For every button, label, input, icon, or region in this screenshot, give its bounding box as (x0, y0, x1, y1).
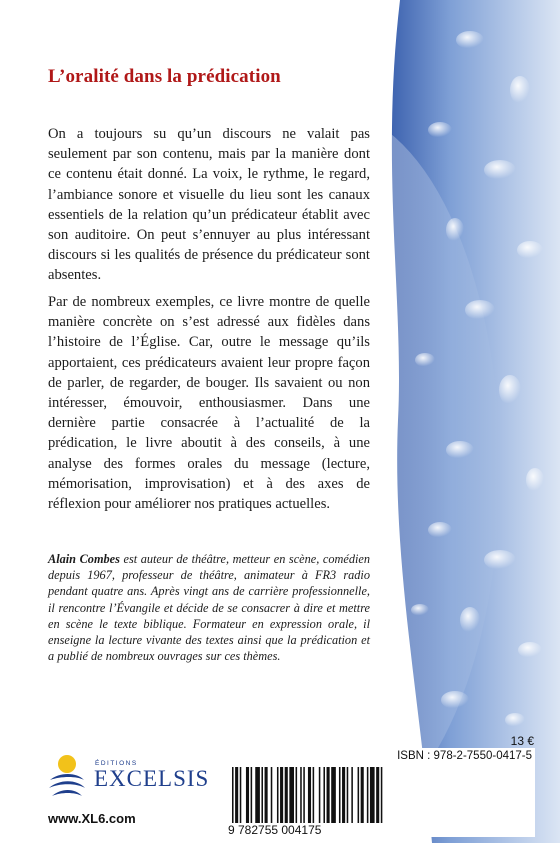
isbn-block (222, 748, 535, 837)
publisher-tagline: ÉDITIONS (95, 760, 138, 767)
publisher-website: www.XL6.com (48, 811, 136, 826)
book-title: L’oralité dans la prédication (48, 66, 281, 87)
author-bio-text: est auteur de théâtre, metteur en scène, comédien depuis 1967, professeur de théâtre, animateur à FR3 radio pendant quatre ans. Après vingt ans de carrière professionnelle, il rencontre l’Évangile et décide de se consacrer à dire et mettre en scène le texte biblique. Formateur en expression orale, il enseigne la lecture vivante des textes ainsi que la prédication et a publié de nombreux ouvrages sur ces thèmes. (48, 552, 370, 664)
isbn: ISBN : 978-2-7550-0417-5 (397, 750, 532, 762)
price: 13 € (510, 734, 534, 748)
publisher-name: EXCELSIS (94, 766, 210, 791)
barcode-digits: 9 782755 004175 (228, 823, 322, 837)
summary-paragraph-1: On a toujours su qu’un discours ne valait pas seulement par son contenu, mais par la manière dont ce contenu était donné. La voix, le rythme, le regard, l’ambiance sonore et visuelle du lieu sont les canaux essentiels de la relation qu’un prédicateur établit avec son auditoire. On peut s’ennuyer au plus intéressant discours si les qualités de présence du prédicateur sont absentes. (48, 126, 370, 284)
summary-paragraph-2: Par de nombreux exemples, ce livre montre de quelle manière concrète on s’est adressé aux fidèles dans l’histoire de l’Église. Car, outre le message qu’ils apportaient, ces prédicateurs avaient leur propre façon de parler, de regarder, de bouger. Ils savaient ou non intéresser, émouvoir, enthousiasmer. Dans une dernière partie consacrée à l’actualité de la prédication, le livre aboutit à des conseils, à une analyse des formes orales du message (lecture, mémorisation, improvisation) et à des axes de réflexion pour améliorer nos pratiques actuelles. (48, 294, 370, 513)
author-name: Alain Combes (48, 552, 120, 566)
excelsis-logo-icon (47, 752, 87, 800)
barcode (228, 767, 532, 823)
author-bio (48, 551, 370, 664)
